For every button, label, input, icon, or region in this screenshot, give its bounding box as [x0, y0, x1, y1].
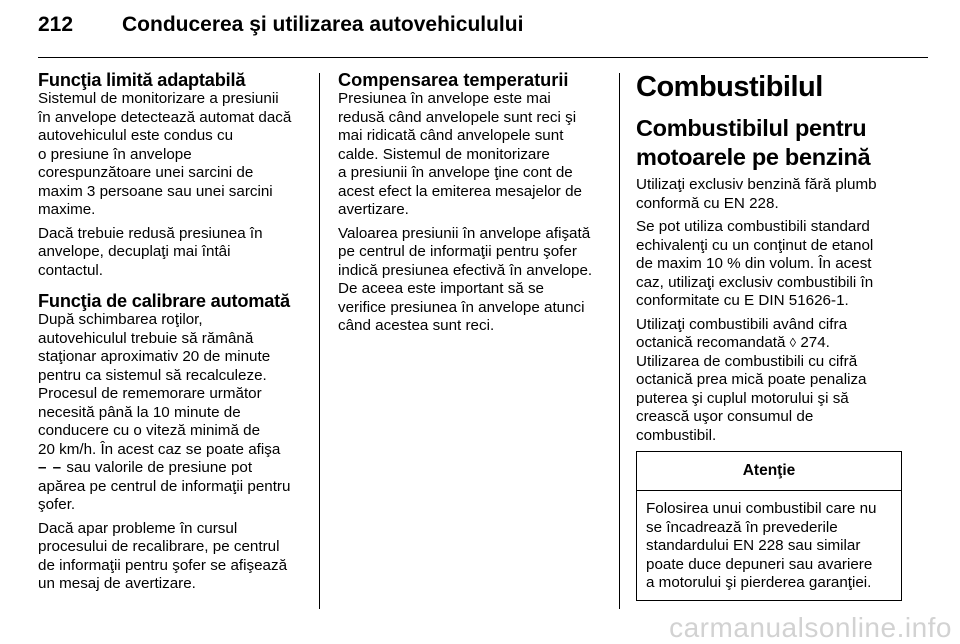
text-line: 20 km/h. În acest caz se poate afişa [38, 440, 281, 458]
text-line: de informaţii pentru şofer se afişează [38, 556, 288, 574]
text-line: a presiunii în anvelope ţine cont de [338, 164, 573, 181]
text-line: conformă cu EN 228. [636, 194, 779, 212]
column-middle [338, 70, 608, 336]
paragraph-recalibration-problems [38, 520, 304, 594]
text-line: procesului de recalibrare, pe centrul [38, 538, 280, 555]
text-line: maxim 3 persoane sau unei sarcini [38, 182, 273, 200]
text-line: octanică prea mică poate penaliza [636, 371, 867, 388]
text-line: a motorului şi pierderea garanţiei. [646, 574, 872, 591]
paragraph-reduce-pressure [38, 225, 304, 281]
text-line: avertizare. [338, 201, 409, 218]
display-dashes-symbol: – – [38, 459, 63, 476]
text-line: Se pot utiliza combustibili standard [636, 218, 870, 235]
text-line: când acestea sunt reci. [338, 317, 495, 334]
paragraph-temperature [338, 90, 608, 220]
text-line: Utilizaţi combustibili având cifra [636, 315, 848, 333]
text-line: se încadrează în prevederile [646, 518, 838, 536]
text-line: puterea şi cuplul motorului şi să [636, 389, 849, 407]
text-line: corespunzătoare unei sarcini de [38, 164, 254, 181]
text-line: calde. Sistemul de monitorizare [338, 145, 550, 163]
text-line: mai ridicată când anvelopele sunt [338, 127, 564, 144]
text-line: contactul. [38, 261, 104, 279]
watermark: carmanualsonline.info [669, 612, 952, 643]
paragraph-unleaded [636, 176, 900, 213]
column-right [636, 70, 900, 601]
text-line: Utilizaţi exclusiv benzină fără plumb [636, 176, 877, 193]
paragraph-auto-calibration [38, 311, 304, 515]
text-line: staţionar aproximativ 20 de minute [38, 348, 271, 365]
text-line: Dacă apar probleme în cursul [38, 519, 238, 537]
page-reference-icon: ◊ [789, 335, 797, 350]
text-line: Presiunea în anvelope este mai [338, 90, 551, 107]
warning-body [637, 491, 901, 600]
page-header [38, 13, 922, 43]
paragraph-adaptive-limit [38, 90, 304, 220]
page-reference-link[interactable]: 274. [796, 334, 830, 351]
warning-box [636, 451, 902, 601]
text-line: pentru ca sistemul să recalculeze. [38, 366, 267, 384]
text-line: anvelope, decuplaţi mai întâi [38, 243, 231, 260]
text-line: echivalenţi cu un conţinut de etanol [636, 236, 874, 254]
paragraph-octane [636, 316, 900, 446]
column-divider-right [619, 73, 620, 609]
text-line: şofer. [38, 496, 76, 513]
paragraph-pressure-value [338, 225, 608, 336]
text-line: apărea pe centrul de informaţii pentru [38, 477, 291, 495]
text-line: redusă când anvelopele sunt reci şi [338, 108, 577, 126]
text-line: necesită până la 10 minute de [38, 403, 241, 421]
text-line: poate duce depuneri sau avariere [646, 555, 873, 573]
heading-auto-calibration: Funcţia de calibrare automată [38, 291, 290, 311]
page-title: Conducerea şi utilizarea autovehiculului [122, 13, 524, 36]
text-line: Combustibilul pentru [636, 115, 867, 141]
text-line: Folosirea unui combustibil care nu [646, 500, 877, 517]
text-line: conformitate cu E DIN 51626-1. [636, 292, 849, 309]
text-line: Utilizarea de combustibili cu cifră [636, 352, 858, 370]
text-line: Dacă trebuie redusă presiunea în [38, 224, 263, 242]
heading-adaptive-limit: Funcţia limită adaptabilă [38, 70, 246, 90]
text-line: în anvelope detectează automat dacă [38, 108, 292, 126]
text-line: Procesul de rememorare următor [38, 385, 262, 402]
column-left [38, 70, 304, 594]
text-line: o presiune în anvelope [38, 145, 192, 163]
text-line: Valoarea presiunii în anvelope afişată [338, 224, 591, 242]
text-line: După schimbarea roţilor, [38, 311, 203, 328]
column-divider-left [319, 73, 320, 609]
text-line: verifice presiunea în anvelope atunci [338, 298, 585, 316]
page-number: 212 [38, 13, 74, 36]
warning-title: Atenţie [637, 452, 901, 491]
section-title-fuel: Combustibilul [636, 71, 823, 103]
text-line: maxime. [38, 201, 96, 218]
text-line: indică presiunea efectivă în anvelope. [338, 261, 593, 279]
paragraph-ethanol [636, 218, 900, 311]
text-line: motoarele pe benzină [636, 144, 871, 170]
text-line: standardului EN 228 sau similar [646, 537, 861, 554]
text-line: De aceea este important să se [338, 280, 544, 297]
text-line: acest efect la emiterea mesajelor de [338, 182, 582, 200]
text-line: octanică recomandată [636, 334, 790, 351]
heading-temperature-compensation: Compensarea temperaturii [338, 70, 569, 90]
text-line: Sistemul de monitorizare a presiunii [38, 90, 279, 107]
text-line: combustibil. [636, 426, 717, 444]
text-line: un mesaj de avertizare. [38, 575, 196, 592]
text-line: crească uşor consumul de [636, 408, 814, 425]
text-line: pe centrul de informaţii pentru şofer [338, 243, 577, 260]
text-line: autovehiculul este condus cu [38, 127, 234, 144]
text-line: de maxim 10 % din volum. În acest [636, 255, 872, 272]
subsection-title-petrol-fuel [636, 114, 900, 172]
header-rule [38, 57, 928, 58]
text-line: caz, utilizaţi exclusiv combustibili în [636, 273, 874, 291]
text-line: conducere cu o viteză minimă de [38, 422, 261, 439]
text-line: sau valorile de presiune pot [62, 459, 253, 476]
text-line: autovehiculul trebuie să rămână [38, 329, 254, 347]
